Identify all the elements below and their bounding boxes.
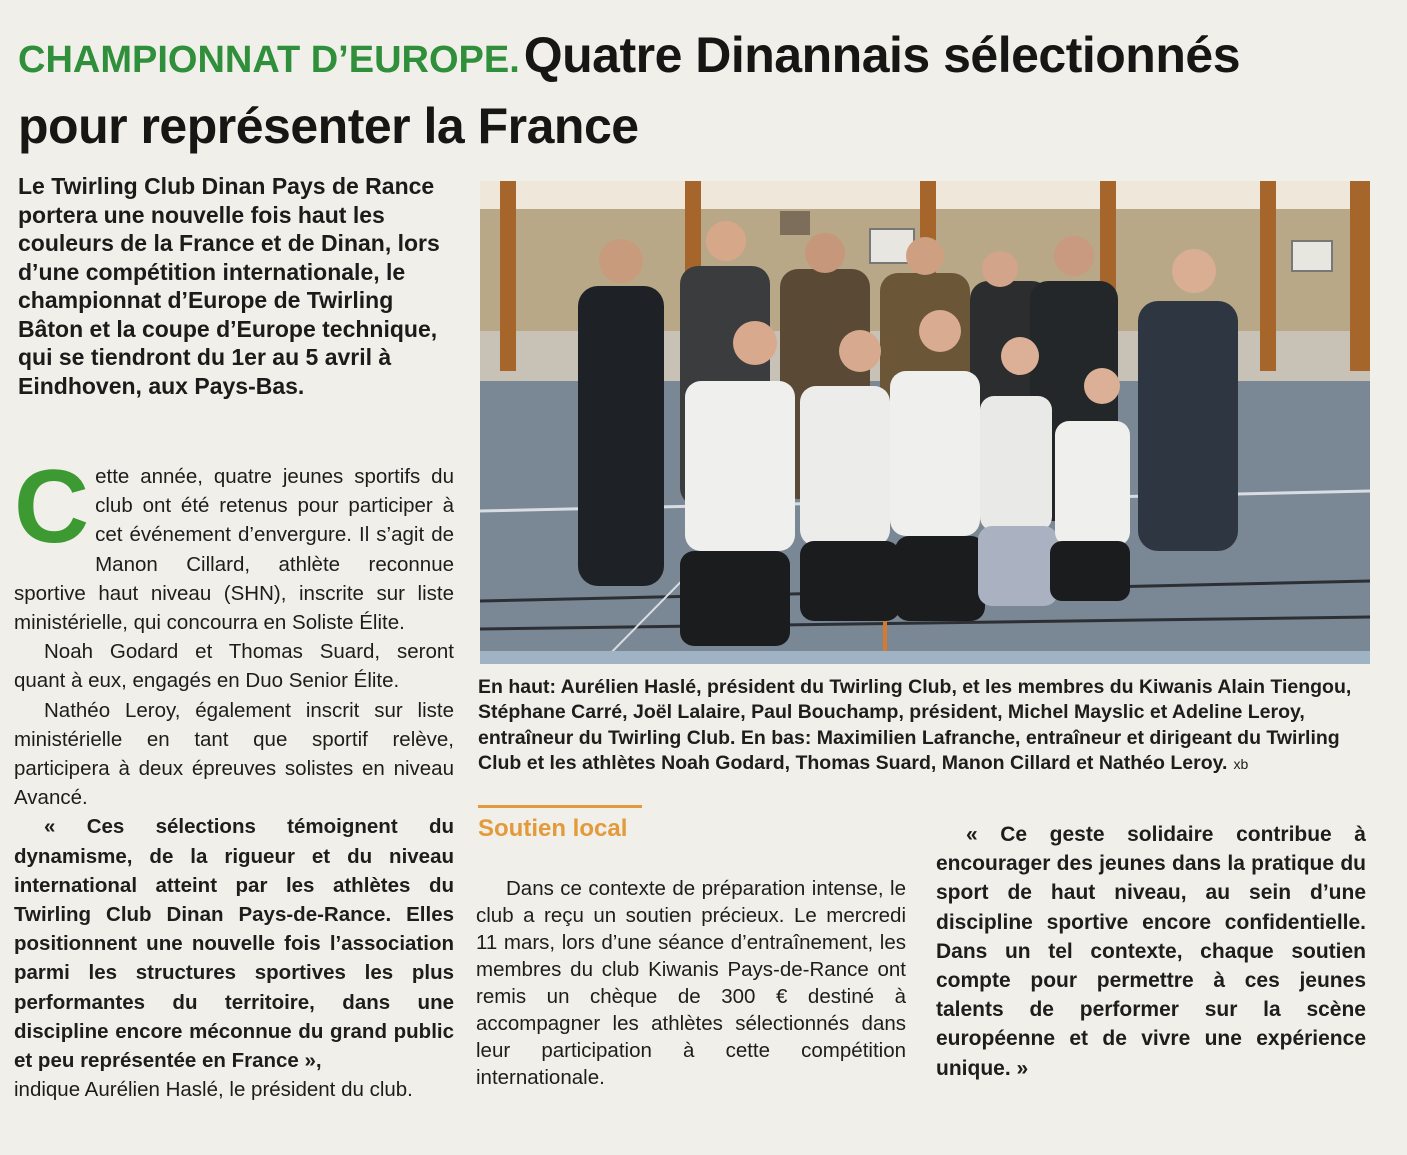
team-photo [480,181,1370,664]
body-paragraph: Dans ce contexte de préparation intense, le club a reçu un soutien précieux. Le mercredi 11 mars, lors d’une séance d’entraînement, les membres du club Kiwanis Pays-de-Rance ont remis un chèque de 300 € destiné à accompagner les athlètes sélectionnés dans leur participation à cette compétition internationale. [476,877,906,1089]
headline-kicker: CHAMPIONNAT D’EUROPE. [18,39,520,81]
body-quote: « Ces sélections témoignent du dynamisme, de la rigueur et du niveau international atteint par les athlètes du Twirling Club Dinan Pays-de-Rance. Elles positionnent une nouvelle fois l’association parmi les structures sportives les plus performantes du territoire, dans une discipline encore méconnue du grand public et peu représentée en France », [14,815,454,1073]
body-paragraph: Noah Godard et Thomas Suard, seront quant à eux, engagés en Duo Senior Élite. [14,640,454,693]
headline-title: Quatre Dinannais sélectionnés pour représenter la France [18,27,1241,154]
gym-group-photo [480,181,1370,664]
headline [18,26,1268,168]
photo-credit: xb [1233,755,1249,772]
photo-caption [478,675,1370,777]
section-subhead: Soutien local [478,815,628,842]
article-column-2 [476,875,906,1091]
body-paragraph: Cette année, quatre jeunes sportifs du club ont été retenus pour participer à cet événement d’envergure. Il s’agit de Manon Cillard, athlète reconnue sportive haut niveau (SHN), inscrite sur liste ministérielle, qui concourra en Soliste Élite. [14,449,454,635]
caption-text: En haut: Aurélien Haslé, président du Twirling Club, et les membres du Kiwanis Alain Tiengou, Stéphane Carré, Joël Lalaire, Paul Bouchamp, président, Michel Mayslic et Adeline Leroy, entraîneur du Twirling Club. En bas: Maximilien Lafranche, entraîneur et dirigeant du Twirling Club et les athlètes Noah Godard, Thomas Suard, Manon Cillard et Nathéo Leroy. [478,676,1352,774]
body-paragraph: Nathéo Leroy, également inscrit sur liste ministérielle en tant que sportif relève, participera à deux épreuves solistes en niveau Avancé. [14,698,454,810]
article-lead: Le Twirling Club Dinan Pays de Rance portera une nouvelle fois haut les couleurs de la France et de Dinan, lors d’une compétition internationale, le championnat d’Europe de Twirling Bâton et la coupe d’Europe technique, qui se tiendront du 1er au 5 avril à Eindhoven, aux Pays-Bas. [18,173,440,399]
article-body [14,449,454,1104]
body-quote: « Ce geste solidaire contribue à encourager des jeunes dans la pratique du sport de haut niveau, au sein d’une discipline sportive encore confidentielle. Dans un tel contexte, chaque soutien compte pour permettre à ces jeunes talents de performer sur la scène européenne et de vivre une expérience unique. » [936,823,1366,1080]
drop-cap: C [14,449,90,565]
section-rule [478,805,642,808]
article-column-3 [936,820,1366,1083]
body-paragraph: indique Aurélien Haslé, le président du club. [14,1078,413,1102]
